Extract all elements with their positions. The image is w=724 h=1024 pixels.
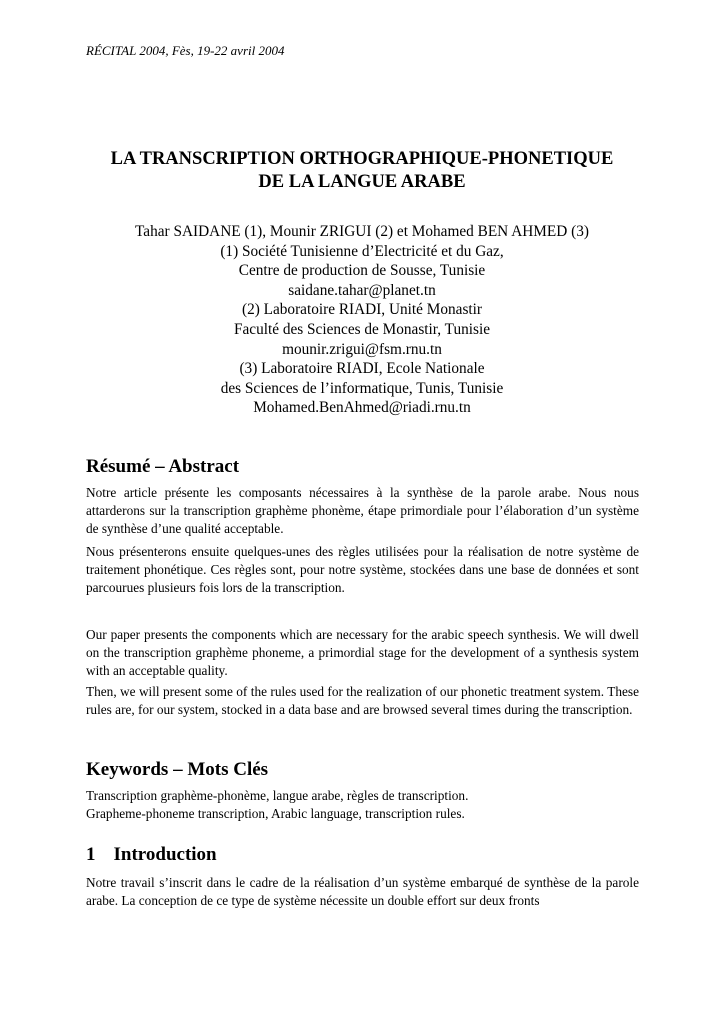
paper-title [0, 148, 724, 194]
abstract-heading: Résumé – Abstract [86, 456, 240, 477]
email: mounir.zrigui@fsm.rnu.tn [282, 340, 442, 358]
section-number: 1 [86, 844, 96, 865]
introduction-paragraph: Notre travail s’inscrit dans le cadre de la réalisation d’un système embarqué de synthèse de la parole arabe. La conception de ce type de système nécessite un double effort sur deux fronts [86, 875, 639, 908]
running-header: RÉCITAL 2004, Fès, 19-22 avril 2004 [86, 43, 285, 58]
affiliation: Faculté des Sciences de Monastir, Tunisie [233, 320, 490, 338]
abstract-paragraph-en-1: Our paper presents the components which are necessary for the arabic speech synthesis. We will dwell on the transcription graphème phoneme, a primordial stage for the development of a synthesis system with an acceptable quality. [86, 627, 639, 678]
keywords-list [86, 787, 639, 823]
keywords-fr: Transcription graphème-phonème, langue arabe, règles de transcription. [86, 788, 469, 803]
keywords-en: Grapheme-phoneme transcription, Arabic language, transcription rules. [86, 806, 465, 821]
introduction-heading [86, 844, 217, 866]
title-line: LA TRANSCRIPTION ORTHOGRAPHIQUE-PHONETIQUE [110, 149, 614, 169]
section-title: Introduction [113, 844, 217, 865]
abstract-paragraph-fr-2: Nous présenterons ensuite quelques-unes des règles utilisées pour la réalisation de notre système de traitement phonétique. Ces règles sont, pour notre système, stockées dans une base de données et sont parcourues plusieurs fois lors de la transcription. [86, 544, 639, 595]
abstract-paragraph-fr-1: Notre article présente les composants nécessaires à la synthèse de la parole arabe. Nous nous attarderons sur la transcription graphème phonème, étape primordiale pour l’élaboration d’un système de synthèse d’une qualité acceptable. [86, 485, 639, 536]
author-block [0, 222, 724, 418]
affiliation: Centre de production de Sousse, Tunisie [238, 262, 486, 280]
affiliation: (2) Laboratoire RIADI, Unité Monastir [241, 301, 482, 319]
affiliation: (3) Laboratoire RIADI, Ecole Nationale [239, 360, 485, 378]
title-line: DE LA LANGUE ARABE [258, 172, 466, 192]
affiliation: des Sciences de l’informatique, Tunis, Tunisie [220, 379, 504, 397]
email: Mohamed.BenAhmed@riadi.rnu.tn [253, 399, 471, 417]
author-names: Tahar SAIDANE (1), Mounir ZRIGUI (2) et Mohamed BEN AHMED (3) [135, 223, 589, 240]
affiliation: (1) Société Tunisienne d’Electricité et du Gaz, [220, 242, 504, 260]
abstract-paragraph-en-2: Then, we will present some of the rules used for the realization of our phonetic treatment system. These rules are, for our system, stocked in a data base and are browsed several times during the transcription. [86, 684, 639, 717]
keywords-heading: Keywords – Mots Clés [86, 759, 269, 780]
email: saidane.tahar@planet.tn [288, 281, 436, 299]
